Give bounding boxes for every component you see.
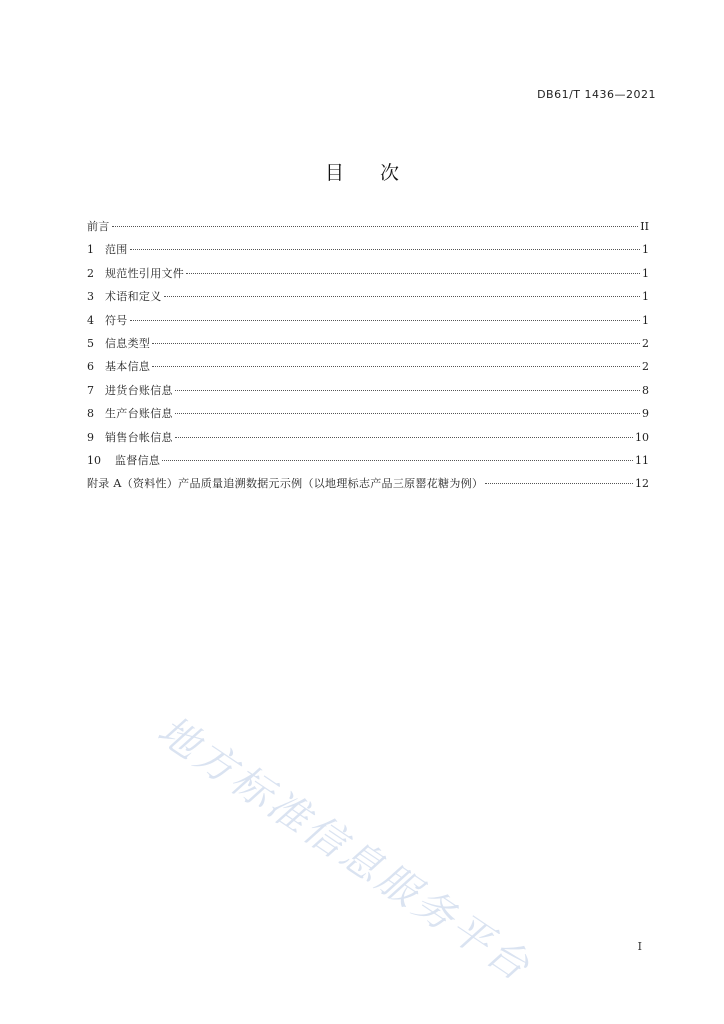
toc-entry-sales-ledger[interactable]	[87, 429, 649, 452]
toc-entry-page: 1	[642, 290, 649, 304]
toc-entry-information-types[interactable]	[87, 335, 649, 358]
toc-entry-label: 信息类型	[105, 336, 151, 350]
toc-entry-label: 销售台帐信息	[105, 430, 173, 444]
toc-entry-label: 附录 A（资料性）产品质量追溯数据元示例（以地理标志产品三原罂花糖为例）	[87, 477, 484, 491]
toc-entry-page: 8	[642, 383, 649, 397]
toc-entry-page: 1	[642, 266, 649, 280]
toc-leader-dots	[162, 460, 633, 461]
watermark: 地方标准信息服务平台	[149, 707, 540, 992]
toc-entry-page: 2	[642, 336, 649, 350]
standard-number: DB61/T 1436—2021	[537, 88, 656, 101]
toc-entry-page: 11	[635, 453, 649, 467]
toc-entry-terms-definitions[interactable]	[87, 288, 649, 311]
toc-leader-dots	[186, 273, 640, 274]
toc-leader-dots	[112, 226, 639, 227]
toc-entry-label: 范围	[105, 243, 128, 257]
toc-entry-number: 5	[87, 336, 94, 350]
toc-leader-dots	[175, 390, 640, 391]
toc-title-part1: 目	[324, 162, 344, 184]
toc-title-part2: 次	[380, 162, 400, 184]
toc-entry-number: 10	[87, 453, 101, 467]
toc-entry-production-ledger[interactable]	[87, 405, 649, 428]
toc-entry-page: 2	[642, 360, 649, 374]
toc-entry-label: 生产台账信息	[105, 407, 173, 421]
toc-entry-number: 7	[87, 383, 94, 397]
toc-entry-foreword[interactable]	[87, 218, 649, 241]
toc-entry-page: 9	[642, 407, 649, 421]
toc-leader-dots	[164, 296, 641, 297]
toc-entry-page: 1	[642, 243, 649, 257]
toc-entry-label: 基本信息	[105, 360, 151, 374]
toc-entry-label: 前言	[87, 220, 110, 233]
toc-entry-number: 6	[87, 360, 94, 374]
toc-entry-page: 12	[635, 477, 649, 491]
toc-entry-number: 3	[87, 290, 94, 304]
toc-leader-dots	[175, 437, 633, 438]
page-number: I	[637, 940, 642, 953]
toc-entry-basic-information[interactable]	[87, 358, 649, 381]
toc-entry-purchase-ledger[interactable]	[87, 382, 649, 405]
table-of-contents	[87, 218, 649, 499]
toc-leader-dots	[130, 320, 640, 321]
toc-leader-dots	[485, 483, 633, 484]
toc-entry-label: 监督信息	[115, 453, 161, 467]
toc-entry-page: 1	[642, 313, 649, 327]
toc-entry-normative-references[interactable]	[87, 265, 649, 288]
toc-entry-annex-a[interactable]	[87, 475, 649, 498]
toc-entry-supervision[interactable]	[87, 452, 649, 475]
toc-leader-dots	[152, 343, 640, 344]
toc-title	[0, 158, 724, 185]
toc-entry-label: 规范性引用文件	[105, 266, 185, 280]
toc-entry-number: 8	[87, 407, 94, 421]
toc-entry-scope[interactable]	[87, 241, 649, 264]
toc-entry-label: 进货台账信息	[105, 383, 173, 397]
toc-entry-number: 2	[87, 266, 94, 280]
toc-leader-dots	[175, 413, 640, 414]
toc-leader-dots	[130, 249, 640, 250]
toc-leader-dots	[152, 366, 640, 367]
toc-entry-symbols[interactable]	[87, 312, 649, 335]
toc-entry-label: 符号	[105, 313, 128, 327]
toc-entry-number: 9	[87, 430, 94, 444]
toc-entry-number: 1	[87, 243, 94, 257]
toc-entry-label: 术语和定义	[105, 290, 162, 304]
toc-entry-page: II	[640, 220, 649, 233]
toc-entry-number: 4	[87, 313, 94, 327]
toc-entry-page: 10	[635, 430, 649, 444]
